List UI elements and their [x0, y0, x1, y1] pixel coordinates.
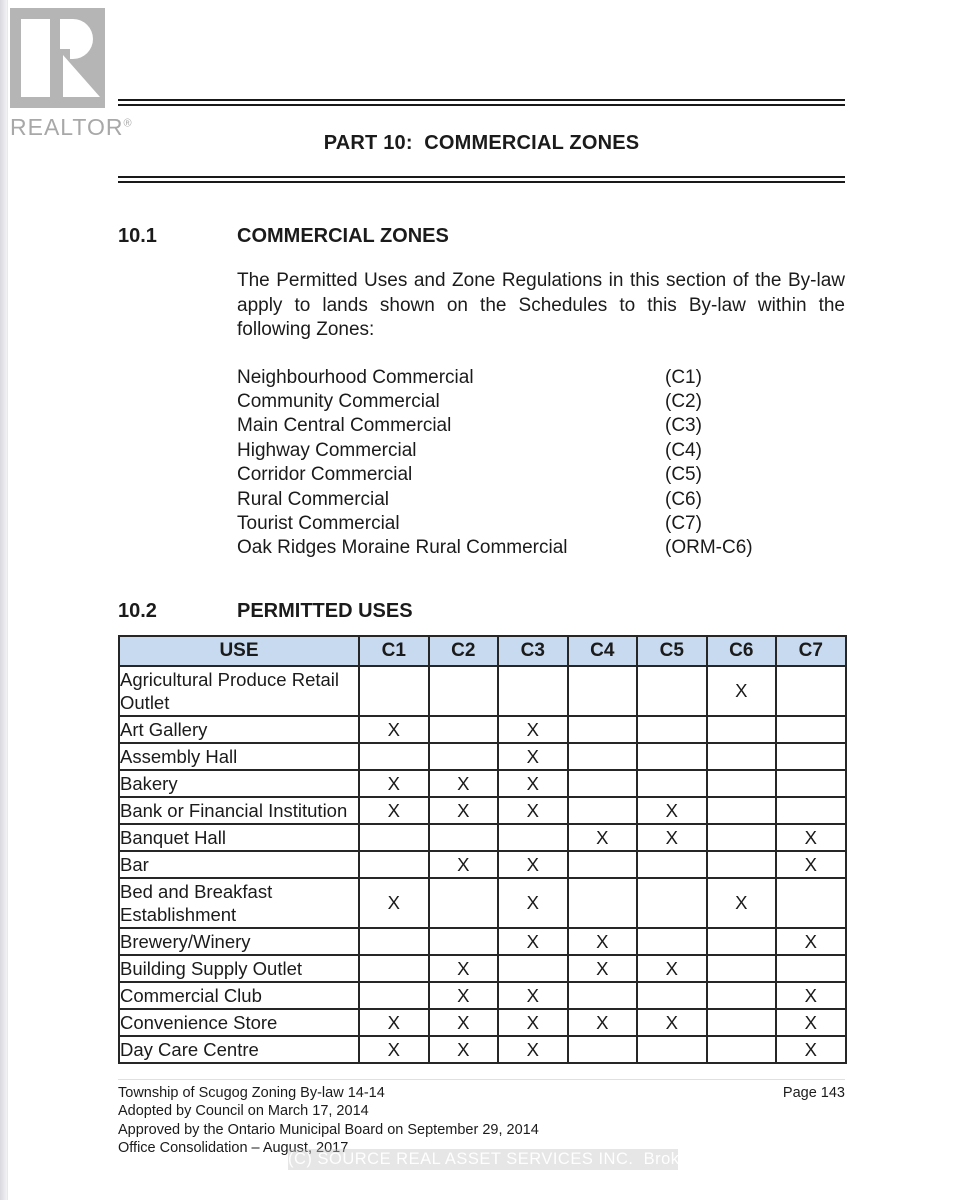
- permitted-mark-cell: X: [498, 770, 568, 797]
- permitted-mark-cell: X: [498, 851, 568, 878]
- empty-mark-cell: [429, 928, 499, 955]
- empty-mark-cell: [568, 797, 638, 824]
- zone-code: (C4): [665, 439, 702, 461]
- column-header-c7: C7: [776, 636, 846, 666]
- permitted-mark-cell: X: [498, 982, 568, 1009]
- empty-mark-cell: [637, 716, 707, 743]
- registered-trademark-symbol: ®: [123, 117, 132, 130]
- realtor-logo-label: [10, 114, 132, 141]
- footer-consolidation-line: Office Consolidation – August, 2017: [118, 1140, 349, 1157]
- empty-mark-cell: [707, 851, 777, 878]
- use-cell: Convenience Store: [119, 1009, 359, 1036]
- table-row: [119, 743, 846, 770]
- zone-item: [237, 390, 845, 414]
- table-row: [119, 797, 846, 824]
- zone-code: (C5): [665, 464, 702, 486]
- column-header-c2: C2: [429, 636, 499, 666]
- part-title: PART 10: COMMERCIAL ZONES: [323, 132, 640, 154]
- section-10-2-title: PERMITTED USES: [237, 599, 413, 622]
- permitted-mark-cell: X: [637, 955, 707, 982]
- double-rule-bottom: [118, 176, 845, 183]
- zone-item: [237, 512, 845, 536]
- empty-mark-cell: [359, 824, 429, 851]
- section-10-1-paragraph: The Permitted Uses and Zone Regulations in this section of the By-law apply to lands shown on the Schedules to this By-law within the following Zones:: [237, 270, 845, 340]
- section-10-1-number: 10.1: [118, 225, 157, 247]
- column-header-c6: C6: [707, 636, 777, 666]
- zone-item: [237, 463, 845, 487]
- footer-adopted-line: Adopted by Council on March 17, 2014: [118, 1103, 369, 1120]
- page-number: Page 143: [782, 1084, 845, 1101]
- permitted-mark-cell: X: [429, 982, 499, 1009]
- empty-mark-cell: [776, 666, 846, 716]
- zone-name: Rural Commercial: [237, 488, 390, 510]
- permitted-mark-cell: X: [776, 928, 846, 955]
- empty-mark-cell: [568, 716, 638, 743]
- empty-mark-cell: [637, 928, 707, 955]
- permitted-mark-cell: X: [429, 1009, 499, 1036]
- permitted-mark-cell: X: [568, 824, 638, 851]
- footer-approved-line: Approved by the Ontario Municipal Board on September 29, 2014: [118, 1121, 539, 1138]
- zone-list: [237, 366, 845, 561]
- empty-mark-cell: [707, 797, 777, 824]
- realtor-wordmark: REALTOR: [10, 114, 124, 140]
- permitted-mark-cell: X: [498, 743, 568, 770]
- permitted-mark-cell: X: [429, 955, 499, 982]
- empty-mark-cell: [707, 955, 777, 982]
- empty-mark-cell: [429, 878, 499, 928]
- permitted-mark-cell: X: [707, 878, 777, 928]
- empty-mark-cell: [498, 824, 568, 851]
- empty-mark-cell: [776, 955, 846, 982]
- watermark: (C) SOURCE REAL ASSET SERVICES INC. Brokerage: [288, 1150, 725, 1168]
- permitted-mark-cell: X: [498, 928, 568, 955]
- table-row: [119, 1036, 846, 1063]
- empty-mark-cell: [568, 666, 638, 716]
- empty-mark-cell: [776, 743, 846, 770]
- permitted-mark-cell: X: [776, 824, 846, 851]
- column-header-use: USE: [119, 636, 359, 666]
- permitted-mark-cell: X: [359, 1009, 429, 1036]
- table-row: [119, 955, 846, 982]
- use-cell: Building Supply Outlet: [119, 955, 359, 982]
- empty-mark-cell: [637, 770, 707, 797]
- table-row: [119, 982, 846, 1009]
- permitted-mark-cell: X: [429, 797, 499, 824]
- use-cell: Art Gallery: [119, 716, 359, 743]
- permitted-mark-cell: X: [359, 770, 429, 797]
- empty-mark-cell: [776, 770, 846, 797]
- zone-code: (C2): [665, 390, 702, 412]
- zone-name: Oak Ridges Moraine Rural Commercial: [237, 537, 568, 559]
- permitted-mark-cell: X: [637, 797, 707, 824]
- section-10-1-title: COMMERCIAL ZONES: [237, 225, 449, 247]
- permitted-mark-cell: X: [498, 797, 568, 824]
- part-header: [118, 99, 845, 183]
- empty-mark-cell: [429, 824, 499, 851]
- permitted-mark-cell: X: [568, 1009, 638, 1036]
- section-10-2-number: 10.2: [118, 599, 157, 622]
- empty-mark-cell: [359, 928, 429, 955]
- empty-mark-cell: [707, 716, 777, 743]
- empty-mark-cell: [359, 955, 429, 982]
- zone-item: [237, 488, 845, 512]
- table-row: [119, 878, 846, 928]
- zone-name: Community Commercial: [237, 390, 440, 412]
- empty-mark-cell: [568, 878, 638, 928]
- permitted-mark-cell: X: [637, 1009, 707, 1036]
- zone-item: [237, 536, 845, 560]
- use-cell: Agricultural Produce Retail Outlet: [119, 666, 359, 716]
- page-footer: [118, 1079, 845, 1158]
- empty-mark-cell: [637, 666, 707, 716]
- empty-mark-cell: [707, 1036, 777, 1063]
- zone-item: [237, 414, 845, 438]
- permitted-mark-cell: X: [359, 1036, 429, 1063]
- column-header-c1: C1: [359, 636, 429, 666]
- use-cell: Day Care Centre: [119, 1036, 359, 1063]
- table-row: [119, 928, 846, 955]
- zone-name: Neighbourhood Commercial: [237, 366, 474, 388]
- permitted-mark-cell: X: [776, 982, 846, 1009]
- table-row: [119, 666, 846, 716]
- zone-name: Main Central Commercial: [237, 415, 452, 437]
- permitted-mark-cell: X: [429, 770, 499, 797]
- zone-code: (C6): [665, 488, 702, 510]
- empty-mark-cell: [359, 743, 429, 770]
- empty-mark-cell: [568, 982, 638, 1009]
- permitted-mark-cell: X: [707, 666, 777, 716]
- empty-mark-cell: [498, 955, 568, 982]
- use-cell: Assembly Hall: [119, 743, 359, 770]
- permitted-uses-table: [118, 635, 847, 1064]
- table-row: [119, 716, 846, 743]
- section-10-1-heading-row: [118, 225, 845, 248]
- table-row: [119, 770, 846, 797]
- double-rule-top: [118, 99, 845, 106]
- page-content: [118, 0, 845, 1158]
- realtor-r-icon: [10, 8, 105, 108]
- column-header-c4: C4: [568, 636, 638, 666]
- empty-mark-cell: [776, 878, 846, 928]
- empty-mark-cell: [707, 982, 777, 1009]
- column-header-c3: C3: [498, 636, 568, 666]
- empty-mark-cell: [429, 743, 499, 770]
- use-cell: Bed and Breakfast Establishment: [119, 878, 359, 928]
- empty-mark-cell: [568, 851, 638, 878]
- permitted-mark-cell: X: [429, 1036, 499, 1063]
- empty-mark-cell: [359, 851, 429, 878]
- empty-mark-cell: [359, 666, 429, 716]
- permitted-mark-cell: X: [637, 824, 707, 851]
- empty-mark-cell: [568, 770, 638, 797]
- empty-mark-cell: [498, 666, 568, 716]
- permitted-mark-cell: X: [359, 716, 429, 743]
- empty-mark-cell: [637, 982, 707, 1009]
- use-cell: Commercial Club: [119, 982, 359, 1009]
- empty-mark-cell: [429, 716, 499, 743]
- scan-edge: [0, 0, 8, 1200]
- use-cell: Bar: [119, 851, 359, 878]
- empty-mark-cell: [568, 1036, 638, 1063]
- empty-mark-cell: [637, 878, 707, 928]
- footer-line-1-row: [118, 1084, 845, 1103]
- permitted-mark-cell: X: [776, 851, 846, 878]
- empty-mark-cell: [637, 743, 707, 770]
- zone-code: (C7): [665, 512, 702, 534]
- column-header-c5: C5: [637, 636, 707, 666]
- empty-mark-cell: [429, 666, 499, 716]
- permitted-mark-cell: X: [359, 797, 429, 824]
- empty-mark-cell: [359, 982, 429, 1009]
- table-header-row: [119, 636, 846, 666]
- empty-mark-cell: [707, 770, 777, 797]
- table-row: [119, 851, 846, 878]
- zone-name: Highway Commercial: [237, 439, 417, 461]
- use-cell: Brewery/Winery: [119, 928, 359, 955]
- zone-item: [237, 366, 845, 390]
- empty-mark-cell: [568, 743, 638, 770]
- permitted-mark-cell: X: [498, 878, 568, 928]
- section-10-2: [118, 600, 845, 1064]
- permitted-mark-cell: X: [776, 1009, 846, 1036]
- section-10-1: [118, 225, 845, 561]
- empty-mark-cell: [707, 824, 777, 851]
- permitted-mark-cell: X: [568, 955, 638, 982]
- permitted-mark-cell: X: [429, 851, 499, 878]
- use-cell: Banquet Hall: [119, 824, 359, 851]
- zone-name: Corridor Commercial: [237, 464, 413, 486]
- table-row: [119, 824, 846, 851]
- permitted-mark-cell: X: [498, 1009, 568, 1036]
- section-10-2-heading-row: [118, 600, 845, 623]
- zone-code: (ORM-C6): [665, 537, 753, 559]
- table-row: [119, 1009, 846, 1036]
- empty-mark-cell: [707, 1009, 777, 1036]
- zone-item: [237, 439, 845, 463]
- empty-mark-cell: [707, 743, 777, 770]
- zone-code: (C3): [665, 415, 702, 437]
- permitted-mark-cell: X: [776, 1036, 846, 1063]
- footer-bylaw-title: Township of Scugog Zoning By-law 14-14: [118, 1084, 385, 1101]
- use-cell: Bakery: [119, 770, 359, 797]
- zone-name: Tourist Commercial: [237, 512, 400, 534]
- empty-mark-cell: [707, 928, 777, 955]
- zone-code: (C1): [665, 366, 702, 388]
- empty-mark-cell: [637, 851, 707, 878]
- use-cell: Bank or Financial Institution: [119, 797, 359, 824]
- empty-mark-cell: [776, 797, 846, 824]
- empty-mark-cell: [637, 1036, 707, 1063]
- realtor-logo: [10, 8, 132, 141]
- permitted-mark-cell: X: [359, 878, 429, 928]
- permitted-mark-cell: X: [568, 928, 638, 955]
- permitted-mark-cell: X: [498, 1036, 568, 1063]
- empty-mark-cell: [776, 716, 846, 743]
- permitted-mark-cell: X: [498, 716, 568, 743]
